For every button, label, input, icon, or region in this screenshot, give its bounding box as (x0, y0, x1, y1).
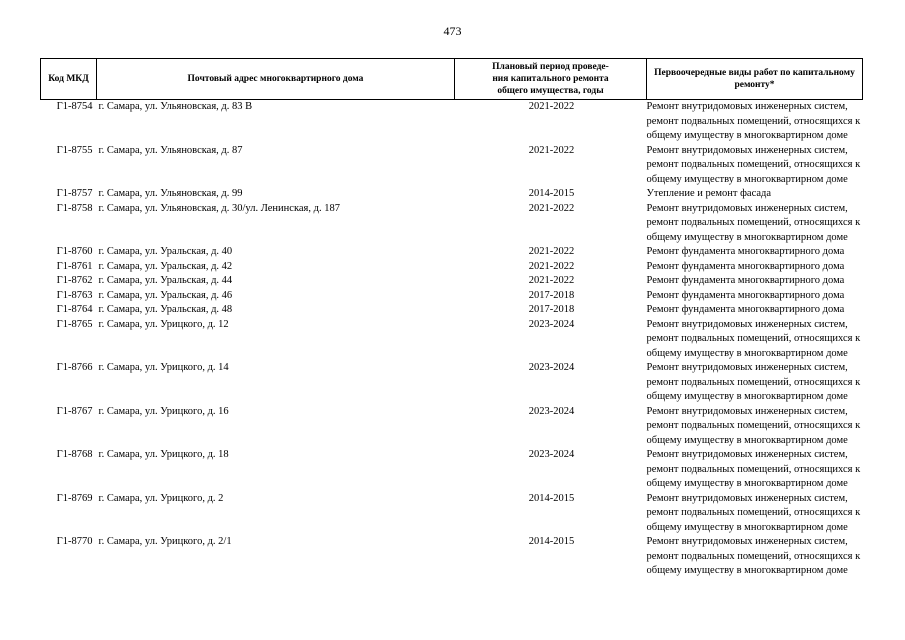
cell-code: Г1-8767 (56, 405, 93, 417)
cell-works: Ремонт внутридомовых инженерных систем, ремонт подвальных помещений, относящихся к общему имуществу в многоквартирном доме (646, 362, 861, 402)
cell-code: Г1-8757 (56, 188, 93, 199)
cell-works: Ремонт фундамента многоквартирного дома (646, 304, 845, 315)
cell-address: г. Самара, ул. Урицкого, д. 16 (98, 405, 229, 417)
cell-period: 2014-2015 (528, 536, 575, 547)
cell-period: 2021-2022 (528, 260, 575, 272)
cell-period: 2023-2024 (528, 405, 575, 417)
table-row (41, 448, 863, 492)
cell-works: Ремонт внутридомовых инженерных систем, ремонт подвальных помещений, относящихся к общему имуществу в многоквартирном доме (646, 144, 861, 185)
cell-address: г. Самара, ул. Уральская, д. 48 (98, 304, 233, 315)
table-row (41, 187, 863, 202)
table-row (41, 245, 863, 260)
cell-address: г. Самара, ул. Ульяновская, д. 30/ул. Ленинская, д. 187 (98, 202, 340, 214)
header-code: Код МКД (41, 59, 97, 100)
cell-address: г. Самара, ул. Урицкого, д. 14 (98, 362, 229, 373)
table-row (41, 303, 863, 318)
cell-works: Ремонт внутридомовых инженерных систем, ремонт подвальных помещений, относящихся к общему имуществу в многоквартирном доме (646, 449, 861, 489)
page-number: 473 (443, 24, 462, 38)
header-address: Почтовый адрес многоквартирного дома (97, 59, 455, 100)
table-row (41, 318, 863, 362)
header-period: Плановый период проведе- ния капитального ремонта общего имущества, годы (455, 59, 647, 100)
cell-code: Г1-8754 (56, 101, 93, 112)
cell-code: Г1-8768 (56, 449, 93, 460)
cell-period: 2014-2015 (528, 188, 575, 199)
cell-address: г. Самара, ул. Уральская, д. 40 (98, 246, 233, 257)
cell-works: Ремонт внутридомовых инженерных систем, ремонт подвальных помещений, относящихся к общему имуществу в многоквартирном доме (646, 101, 861, 141)
cell-address: г. Самара, ул. Ульяновская, д. 83 В (98, 101, 253, 112)
cell-address: г. Самара, ул. Ульяновская, д. 99 (98, 188, 243, 199)
table-header (41, 59, 863, 100)
cell-period: 2014-2015 (528, 492, 575, 504)
cell-address: г. Самара, ул. Урицкого, д. 18 (98, 449, 229, 460)
cell-period: 2023-2024 (528, 318, 575, 330)
table-row (41, 492, 863, 536)
cell-code: Г1-8764 (56, 304, 93, 315)
cell-period: 2017-2018 (528, 304, 575, 315)
table-row (41, 144, 863, 188)
cell-period: 2021-2022 (528, 144, 575, 156)
cell-period: 2017-2018 (528, 289, 575, 301)
cell-period: 2023-2024 (528, 449, 575, 460)
cell-code: Г1-8762 (56, 275, 93, 286)
cell-address: г. Самара, ул. Урицкого, д. 2/1 (98, 536, 232, 547)
cell-code: Г1-8760 (56, 246, 93, 257)
table-body (41, 100, 863, 579)
cell-works: Ремонт внутридомовых инженерных систем, ремонт подвальных помещений, относящихся к общему имуществу в многоквартирном доме (646, 318, 861, 359)
cell-code: Г1-8770 (56, 536, 93, 547)
table-row (41, 274, 863, 289)
cell-code: Г1-8761 (56, 260, 93, 272)
cell-period: 2023-2024 (528, 362, 575, 373)
repair-register-table (40, 58, 863, 579)
cell-period: 2021-2022 (528, 101, 575, 112)
cell-works: Ремонт внутридомовых инженерных систем, ремонт подвальных помещений, относящихся к общему имуществу в многоквартирном доме (646, 536, 861, 576)
table-row (41, 289, 863, 304)
cell-address: г. Самара, ул. Уральская, д. 46 (98, 289, 233, 301)
cell-works: Ремонт внутридомовых инженерных систем, ремонт подвальных помещений, относящихся к общему имуществу в многоквартирном доме (646, 405, 861, 446)
table-row (41, 405, 863, 449)
cell-period: 2021-2022 (528, 275, 575, 286)
cell-works: Ремонт фундамента многоквартирного дома (646, 260, 845, 272)
cell-address: г. Самара, ул. Ульяновская, д. 87 (98, 144, 243, 156)
cell-works: Ремонт внутридомовых инженерных систем, ремонт подвальных помещений, относящихся к общему имуществу в многоквартирном доме (646, 492, 861, 533)
cell-code: Г1-8755 (56, 144, 93, 156)
table-row (41, 100, 863, 144)
cell-code: Г1-8766 (56, 362, 93, 373)
cell-works: Ремонт фундамента многоквартирного дома (646, 289, 845, 301)
cell-period: 2021-2022 (528, 246, 575, 257)
table-row (41, 361, 863, 405)
cell-works: Утепление и ремонт фасада (646, 188, 772, 199)
cell-works: Ремонт фундамента многоквартирного дома (646, 275, 845, 286)
table-row (41, 535, 863, 579)
cell-code: Г1-8765 (56, 318, 93, 330)
cell-code: Г1-8758 (56, 202, 93, 214)
cell-code: Г1-8763 (56, 289, 93, 301)
header-works: Первоочередные виды работ по капитальному ремонту* (647, 59, 863, 100)
cell-address: г. Самара, ул. Уральская, д. 44 (98, 275, 233, 286)
cell-works: Ремонт внутридомовых инженерных систем, ремонт подвальных помещений, относящихся к общему имуществу в многоквартирном доме (646, 202, 861, 243)
cell-address: г. Самара, ул. Уральская, д. 42 (98, 260, 233, 272)
cell-code: Г1-8769 (56, 492, 93, 504)
table-row (41, 260, 863, 275)
cell-works: Ремонт фундамента многоквартирного дома (646, 246, 845, 257)
cell-address: г. Самара, ул. Урицкого, д. 12 (98, 318, 229, 330)
cell-period: 2021-2022 (528, 202, 575, 214)
table-row (41, 202, 863, 246)
cell-address: г. Самара, ул. Урицкого, д. 2 (98, 492, 224, 504)
